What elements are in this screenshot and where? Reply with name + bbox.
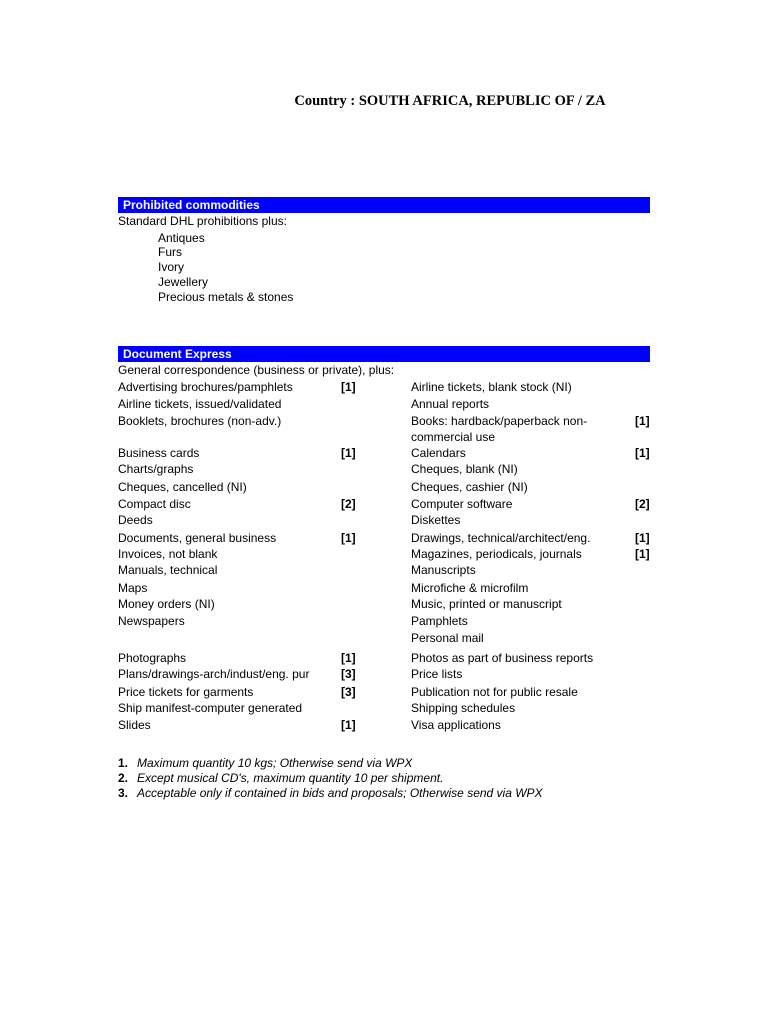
right-item-label: Calendars <box>411 446 466 460</box>
right-item-label: Publication not for public resale <box>411 685 578 699</box>
left-item-label: Invoices, not blank <box>118 547 218 561</box>
left-item-label: Documents, general business <box>118 531 277 545</box>
left-item-ref: [1] <box>341 718 356 732</box>
left-item-label: Advertising brochures/pamphlets <box>118 380 293 394</box>
right-item-label: Price lists <box>411 667 463 681</box>
left-item-ref: [3] <box>341 667 356 681</box>
right-item-ref: [1] <box>635 414 650 428</box>
right-item-ref: [1] <box>635 547 650 561</box>
right-item-label: Microfiche & microfilm <box>411 581 529 595</box>
right-item-ref: [1] <box>635 531 650 545</box>
left-item-label: Booklets, brochures (non-adv.) <box>118 414 282 428</box>
left-item-label: Cheques, cancelled (NI) <box>118 480 247 494</box>
left-item-ref: [1] <box>341 651 356 665</box>
prohibited-commodities-header: Prohibited commodities <box>118 197 650 213</box>
right-item-label: Photos as part of business reports <box>411 651 594 665</box>
left-item-label: Ship manifest-computer generated <box>118 701 303 715</box>
page-title: Country : SOUTH AFRICA, REPUBLIC OF / ZA <box>294 93 606 109</box>
left-item-label: Slides <box>118 718 151 732</box>
left-item-label: Deeds <box>118 513 153 527</box>
footnote-text: Except musical CD's, maximum quantity 10 per shipment. <box>137 771 444 785</box>
document-express-header: Document Express <box>118 346 650 362</box>
right-item-label: commercial use <box>411 430 496 444</box>
left-item-ref: [1] <box>341 446 356 460</box>
right-item-label: Personal mail <box>411 631 484 645</box>
left-item-ref: [1] <box>341 531 356 545</box>
right-item-label: Shipping schedules <box>411 701 516 715</box>
left-item-ref: [2] <box>341 497 356 511</box>
prohibited-item: Precious metals & stones <box>158 290 294 304</box>
right-item-label: Annual reports <box>411 397 490 411</box>
prohibited-item: Antiques <box>158 231 205 245</box>
prohibited-item: Jewellery <box>158 275 209 289</box>
footnote <box>118 786 543 800</box>
right-item-label: Pamphlets <box>411 614 468 628</box>
footnote-number: 3. <box>118 786 129 800</box>
right-item-label: Books: hardback/paperback non- <box>411 414 588 428</box>
left-item-label: Compact disc <box>118 497 191 511</box>
right-item-label: Computer software <box>411 497 513 511</box>
left-item-label: Business cards <box>118 446 200 460</box>
left-item-label: Photographs <box>118 651 187 665</box>
left-item-label: Newspapers <box>118 614 185 628</box>
right-item-ref: [1] <box>635 446 650 460</box>
right-item-label: Visa applications <box>411 718 501 732</box>
right-item-label: Magazines, periodicals, journals <box>411 547 582 561</box>
right-item-label: Manuscripts <box>411 563 476 577</box>
prohibited-item: Furs <box>158 245 182 259</box>
left-item-label: Price tickets for garments <box>118 685 254 699</box>
right-item-label: Diskettes <box>411 513 461 527</box>
right-item-ref: [2] <box>635 497 650 511</box>
footnote-number: 2. <box>118 771 129 785</box>
prohibited-intro: Standard DHL prohibitions plus: <box>118 214 287 228</box>
footnote <box>118 771 443 785</box>
footnote <box>118 756 412 770</box>
left-item-label: Plans/drawings-arch/indust/eng. pur <box>118 667 310 681</box>
left-item-ref: [1] <box>341 380 356 394</box>
footnote-number: 1. <box>118 756 129 770</box>
left-item-label: Charts/graphs <box>118 462 194 476</box>
left-item-label: Manuals, technical <box>118 563 218 577</box>
prohibited-item: Ivory <box>158 260 185 274</box>
footnote-text: Maximum quantity 10 kgs; Otherwise send via WPX <box>137 756 413 770</box>
left-item-label: Airline tickets, issued/validated <box>118 397 282 411</box>
right-item-label: Cheques, blank (NI) <box>411 462 518 476</box>
left-item-label: Money orders (NI) <box>118 597 215 611</box>
right-item-label: Cheques, cashier (NI) <box>411 480 528 494</box>
right-item-label: Drawings, technical/architect/eng. <box>411 531 591 545</box>
document-express-intro: General correspondence (business or private), plus: <box>118 363 395 377</box>
right-item-label: Music, printed or manuscript <box>411 597 562 611</box>
right-item-label: Airline tickets, blank stock (NI) <box>411 380 572 394</box>
footnote-text: Acceptable only if contained in bids and proposals; Otherwise send via WPX <box>137 786 543 800</box>
left-item-ref: [3] <box>341 685 356 699</box>
left-item-label: Maps <box>118 581 148 595</box>
